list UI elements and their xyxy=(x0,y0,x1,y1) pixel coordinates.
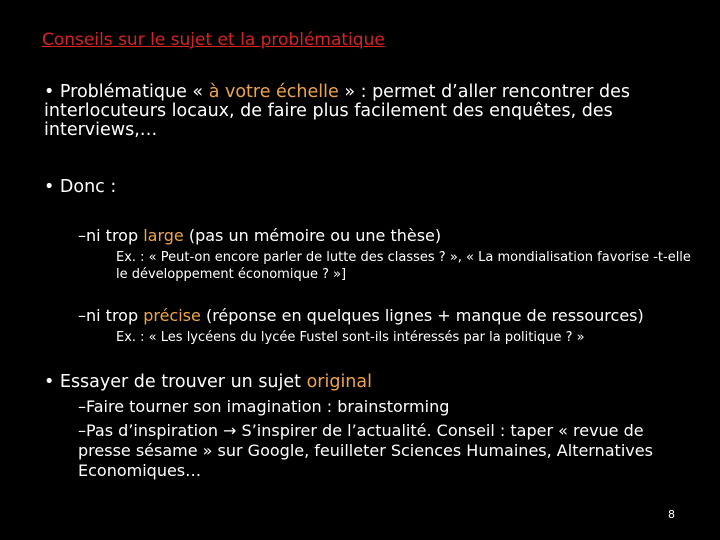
sub-bullet-text: –ni trop xyxy=(78,226,144,245)
sub-bullet-inspiration: –Pas d’inspiration → S’inspirer de l’actualité. Conseil : taper « revue de presse sésame » sur Google, feuilleter Sciences Humaines, Alternatives Economiques… xyxy=(78,421,653,480)
bullet-problematique xyxy=(44,83,684,140)
bullet-donc: • Donc : xyxy=(44,177,117,197)
page-number: 8 xyxy=(668,508,675,521)
sub-bullet-text: (réponse en quelques lignes + manque de ressources) xyxy=(200,306,644,325)
highlight-text: à votre échelle xyxy=(208,82,339,102)
example-precise: Ex. : « Les lycéens du lycée Fustel sont-ils intéressés par la politique ? » xyxy=(116,330,585,345)
sub-bullet-precise xyxy=(78,306,644,325)
sub-bullet-text: (pas un mémoire ou une thèse) xyxy=(183,226,442,245)
slide-title: Conseils sur le sujet et la problématique xyxy=(42,30,385,50)
highlight-text: large xyxy=(143,226,184,245)
example-large: Ex. : « Peut-on encore parler de lutte des classes ? », « La mondialisation favorise -t-elle le développement économique ? »] xyxy=(116,250,691,282)
highlight-text: original xyxy=(306,372,372,392)
sub-bullet-brainstorming: –Faire tourner son imagination : brainstorming xyxy=(78,397,450,416)
bullet-text: • Essayer de trouver un sujet xyxy=(44,372,307,392)
bullet-original xyxy=(44,372,372,392)
bullet-text: • Problématique « xyxy=(44,82,209,102)
bullet-text: » : permet d’aller rencontrer des interlocuteurs locaux, de faire plus facilement des enquêtes, des interviews,… xyxy=(44,82,630,140)
highlight-text: précise xyxy=(143,306,201,325)
sub-bullet-large xyxy=(78,226,441,245)
sub-bullet-text: –ni trop xyxy=(78,306,144,325)
